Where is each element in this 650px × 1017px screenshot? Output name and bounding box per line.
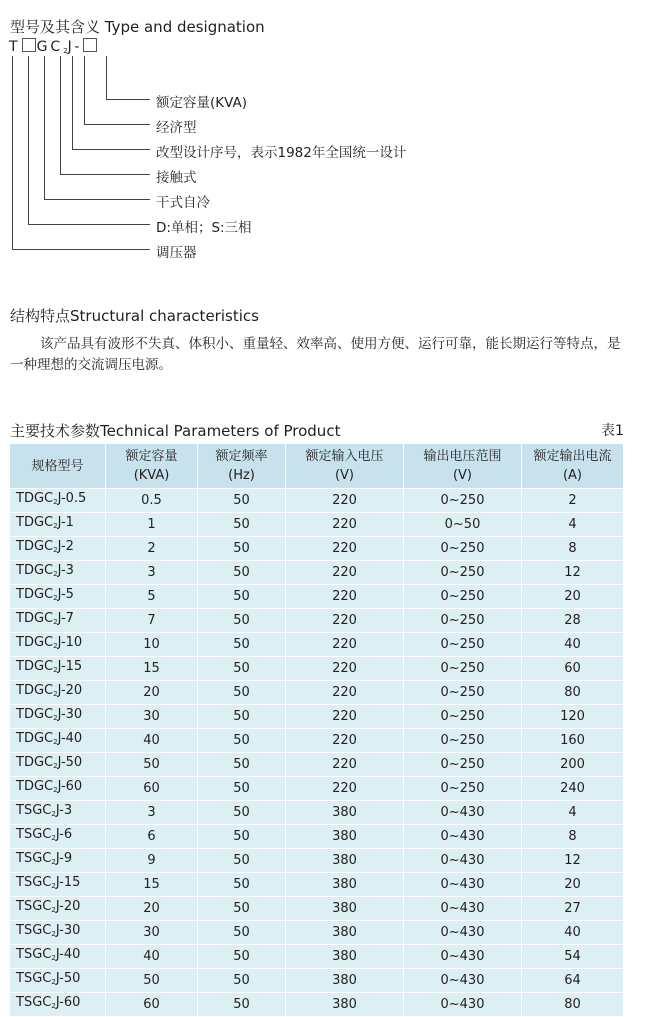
model-prefix: TSGC [16,923,52,938]
cell-capacity: 10 [106,633,198,657]
model-suffix: J-20 [55,899,81,914]
cell-model [10,705,106,729]
model-subscript: 2 [53,618,58,626]
model-suffix: J-7 [57,611,74,626]
model-subscript: 2 [53,690,58,698]
cell-model [10,681,106,705]
cell-frequency: 50 [198,537,286,561]
cell-input-voltage: 220 [286,537,404,561]
model-subscript: 2 [53,546,58,554]
cell-model [10,489,106,513]
model-subscript: 2 [51,834,56,842]
cell-output-current: 40 [522,921,624,945]
cell-output-range: 0~250 [404,705,522,729]
cell-input-voltage: 220 [286,729,404,753]
cell-frequency: 50 [198,489,286,513]
model-prefix: TSGC [16,899,52,914]
model-subscript: 2 [51,906,56,914]
cell-output-range: 0~250 [404,657,522,681]
table-row [10,489,624,513]
table-row [10,537,624,561]
cell-frequency: 50 [198,873,286,897]
column-header-line1: 额定输入电压 [305,449,384,464]
cell-capacity: 6 [106,825,198,849]
model-prefix: TDGC [16,779,54,794]
model-subscript: 2 [51,810,56,818]
table-row [10,753,624,777]
label-dry-self-cooling: 干式自冷 [156,195,210,211]
cell-model [10,537,106,561]
cell-frequency: 50 [198,609,286,633]
table-number: 表1 [601,423,624,439]
cell-input-voltage: 220 [286,513,404,537]
cell-output-current: 240 [522,777,624,801]
cell-input-voltage: 220 [286,705,404,729]
cell-output-current: 160 [522,729,624,753]
cell-output-range: 0~250 [404,585,522,609]
table-row [10,729,624,753]
cell-output-current: 80 [522,993,624,1017]
cell-output-current: 20 [522,585,624,609]
column-header [106,444,198,489]
cell-output-current: 8 [522,825,624,849]
cell-output-current: 8 [522,537,624,561]
model-prefix: TDGC [16,587,54,602]
cell-frequency: 50 [198,921,286,945]
designation-title: 型号及其含义 Type and designation [10,18,265,36]
cell-capacity: 30 [106,921,198,945]
cell-output-range: 0~430 [404,825,522,849]
model-suffix: J-40 [57,731,83,746]
cell-output-range: 0~250 [404,729,522,753]
cell-frequency: 50 [198,657,286,681]
table-row [10,801,624,825]
model-subscript: 2 [53,762,58,770]
model-suffix: J-9 [55,851,73,866]
cell-frequency: 50 [198,633,286,657]
cell-capacity: 50 [106,969,198,993]
cell-frequency: 50 [198,969,286,993]
model-subscript: 2 [51,978,56,986]
structure-title: 结构特点Structural characteristics [10,307,259,325]
cell-output-range: 0~250 [404,489,522,513]
model-subscript: 2 [53,522,58,530]
model-prefix: TDGC [16,731,54,746]
label-economic-type: 经济型 [156,120,197,136]
model-prefix: TDGC [16,563,54,578]
cell-capacity: 15 [106,873,198,897]
model-suffix: J-15 [55,875,81,890]
cell-frequency: 50 [198,681,286,705]
cell-model [10,513,106,537]
model-suffix: J-6 [55,827,73,842]
table-row [10,969,624,993]
cell-output-current: 12 [522,849,624,873]
table-row [10,657,624,681]
model-dash: - [74,39,83,55]
cell-output-range: 0~430 [404,801,522,825]
model-suffix: J-50 [57,755,83,770]
structure-text: 该产品具有波形不失真、体积小、重量轻、效率高、使用方便、运行可靠，能长期运行等特点，是一种理想的交流调压电源。 [10,336,621,373]
cell-model [10,945,106,969]
cell-input-voltage: 380 [286,921,404,945]
cell-model [10,777,106,801]
model-suffix: J-2 [57,539,74,554]
cell-capacity: 2 [106,537,198,561]
cell-capacity: 7 [106,609,198,633]
model-suffix: J-30 [55,923,81,938]
cell-capacity: 40 [106,729,198,753]
cell-capacity: 1 [106,513,198,537]
model-prefix: TDGC [16,707,54,722]
cell-output-current: 54 [522,945,624,969]
column-header [198,444,286,489]
cell-output-current: 12 [522,561,624,585]
cell-frequency: 50 [198,993,286,1017]
cell-model [10,921,106,945]
column-header-line1: 额定输出电流 [533,449,612,464]
column-header [522,444,624,489]
cell-model [10,753,106,777]
model-suffix: J-60 [57,779,83,794]
capacity-box [83,38,97,52]
cell-input-voltage: 380 [286,969,404,993]
cell-model [10,657,106,681]
cell-capacity: 40 [106,945,198,969]
column-header-line1: 额定频率 [215,449,268,464]
cell-output-current: 4 [522,513,624,537]
cell-model [10,897,106,921]
cell-output-range: 0~250 [404,753,522,777]
cell-model [10,609,106,633]
cell-output-range: 0~250 [404,561,522,585]
cell-frequency: 50 [198,897,286,921]
cell-output-range: 0~430 [404,849,522,873]
cell-input-voltage: 220 [286,561,404,585]
model-letter-t: T [9,39,21,55]
cell-output-current: 200 [522,753,624,777]
cell-model [10,585,106,609]
table-row [10,585,624,609]
cell-capacity: 50 [106,753,198,777]
cell-frequency: 50 [198,825,286,849]
cell-output-current: 80 [522,681,624,705]
model-prefix: TSGC [16,875,52,890]
cell-frequency: 50 [198,513,286,537]
cell-output-current: 27 [522,897,624,921]
cell-capacity: 20 [106,897,198,921]
cell-model [10,633,106,657]
cell-output-range: 0~430 [404,897,522,921]
cell-output-current: 120 [522,705,624,729]
model-suffix: J-50 [55,971,81,986]
cell-input-voltage: 380 [286,897,404,921]
cell-output-current: 4 [522,801,624,825]
model-subscript: 2 [53,570,58,578]
cell-input-voltage: 380 [286,873,404,897]
cell-frequency: 50 [198,777,286,801]
model-prefix: TDGC [16,491,54,506]
cell-output-current: 28 [522,609,624,633]
table-row [10,513,624,537]
cell-model [10,801,106,825]
model-subscript: 2 [53,714,58,722]
cell-model [10,993,106,1017]
cell-capacity: 9 [106,849,198,873]
model-subscript: 2 [63,47,68,55]
column-header-line2: (Hz) [228,468,255,483]
model-prefix: TSGC [16,995,52,1010]
parameters-title: 主要技术参数Technical Parameters of Product [10,422,341,440]
table-row [10,945,624,969]
cell-capacity: 20 [106,681,198,705]
label-design-serial: 改型设计序号，表示1982年全国统一设计 [156,145,407,161]
cell-frequency: 50 [198,849,286,873]
model-subscript: 2 [51,858,56,866]
cell-output-current: 40 [522,633,624,657]
model-code [9,38,98,55]
cell-frequency: 50 [198,585,286,609]
model-prefix: TSGC [16,947,52,962]
column-header [404,444,522,489]
table-row [10,705,624,729]
model-suffix: J-10 [57,635,83,650]
cell-model [10,729,106,753]
table-row [10,825,624,849]
column-header [286,444,404,489]
cell-capacity: 60 [106,993,198,1017]
model-suffix: J-15 [57,659,83,674]
label-contact-type: 接触式 [156,170,197,186]
model-suffix: J-3 [57,563,74,578]
parameters-table [9,443,624,1017]
cell-input-voltage: 220 [286,777,404,801]
model-suffix: J-30 [57,707,83,722]
cell-input-voltage: 220 [286,489,404,513]
cell-capacity: 5 [106,585,198,609]
model-prefix: TDGC [16,755,54,770]
model-prefix: TSGC [16,803,52,818]
model-letter-c: C [50,39,64,55]
cell-model [10,561,106,585]
model-prefix: TSGC [16,851,52,866]
cell-capacity: 15 [106,657,198,681]
model-suffix: J-3 [55,803,73,818]
model-suffix: J-40 [55,947,81,962]
table-header-row [10,444,624,489]
column-header-line1: 额定容量 [125,449,178,464]
cell-frequency: 50 [198,729,286,753]
cell-capacity: 3 [106,561,198,585]
model-subscript: 2 [53,498,58,506]
column-header-line2: (V) [452,468,473,483]
cell-input-voltage: 380 [286,849,404,873]
model-subscript: 2 [51,930,56,938]
column-header-line2: (A) [562,468,583,483]
cell-output-range: 0~430 [404,945,522,969]
model-suffix: J-0.5 [57,491,87,506]
model-prefix: TDGC [16,635,54,650]
cell-input-voltage: 220 [286,609,404,633]
cell-model [10,873,106,897]
model-suffix: J-20 [57,683,83,698]
cell-output-range: 0~50 [404,513,522,537]
model-letter-j: J [67,39,75,55]
cell-input-voltage: 220 [286,657,404,681]
phase-box [22,38,36,52]
column-header-line2: (KVA) [133,468,170,483]
cell-output-range: 0~430 [404,993,522,1017]
label-voltage-regulator: 调压器 [156,245,197,261]
table-row [10,777,624,801]
column-header-line1: 规格型号 [31,458,84,474]
cell-output-range: 0~250 [404,777,522,801]
cell-output-current: 2 [522,489,624,513]
cell-output-current: 60 [522,657,624,681]
cell-capacity: 30 [106,705,198,729]
cell-input-voltage: 220 [286,585,404,609]
cell-input-voltage: 380 [286,945,404,969]
table-row [10,873,624,897]
label-phase: D:单相；S:三相 [156,220,252,236]
cell-output-current: 20 [522,873,624,897]
cell-capacity: 60 [106,777,198,801]
cell-frequency: 50 [198,801,286,825]
model-prefix: TDGC [16,539,54,554]
model-subscript: 2 [53,786,58,794]
cell-input-voltage: 220 [286,633,404,657]
model-suffix: J-1 [57,515,74,530]
model-subscript: 2 [53,594,58,602]
cell-output-current: 64 [522,969,624,993]
cell-model [10,969,106,993]
cell-output-range: 0~250 [404,681,522,705]
cell-input-voltage: 220 [286,681,404,705]
cell-output-range: 0~250 [404,537,522,561]
model-prefix: TDGC [16,683,54,698]
cell-output-range: 0~430 [404,969,522,993]
cell-model [10,825,106,849]
model-prefix: TDGC [16,515,54,530]
model-prefix: TDGC [16,611,54,626]
model-prefix: TSGC [16,827,52,842]
cell-input-voltage: 380 [286,801,404,825]
model-subscript: 2 [53,666,58,674]
table-row [10,633,624,657]
table-row [10,921,624,945]
cell-capacity: 0.5 [106,489,198,513]
table-row [10,897,624,921]
model-subscript: 2 [53,642,58,650]
table-body [10,489,624,1017]
model-prefix: TDGC [16,659,54,674]
cell-output-range: 0~250 [404,633,522,657]
column-header-line2: (V) [334,468,355,483]
cell-output-range: 0~430 [404,873,522,897]
model-subscript: 2 [51,882,56,890]
column-header-line1: 输出电压范围 [423,449,502,464]
column-header [10,444,106,489]
label-rated-capacity: 额定容量(KVA) [156,95,247,111]
table-row [10,681,624,705]
cell-frequency: 50 [198,705,286,729]
cell-output-range: 0~430 [404,921,522,945]
model-subscript: 2 [51,954,56,962]
cell-frequency: 50 [198,945,286,969]
cell-input-voltage: 380 [286,993,404,1017]
cell-input-voltage: 380 [286,825,404,849]
model-prefix: TSGC [16,971,52,986]
table-row [10,609,624,633]
cell-frequency: 50 [198,561,286,585]
cell-model [10,849,106,873]
cell-frequency: 50 [198,753,286,777]
table-row [10,561,624,585]
model-suffix: J-5 [57,587,74,602]
table-row [10,849,624,873]
cell-input-voltage: 220 [286,753,404,777]
model-suffix: J-60 [55,995,81,1010]
cell-output-range: 0~250 [404,609,522,633]
table-row [10,993,624,1017]
model-subscript: 2 [51,1002,56,1010]
model-subscript: 2 [53,738,58,746]
cell-capacity: 3 [106,801,198,825]
model-letter-g: G [36,39,51,55]
